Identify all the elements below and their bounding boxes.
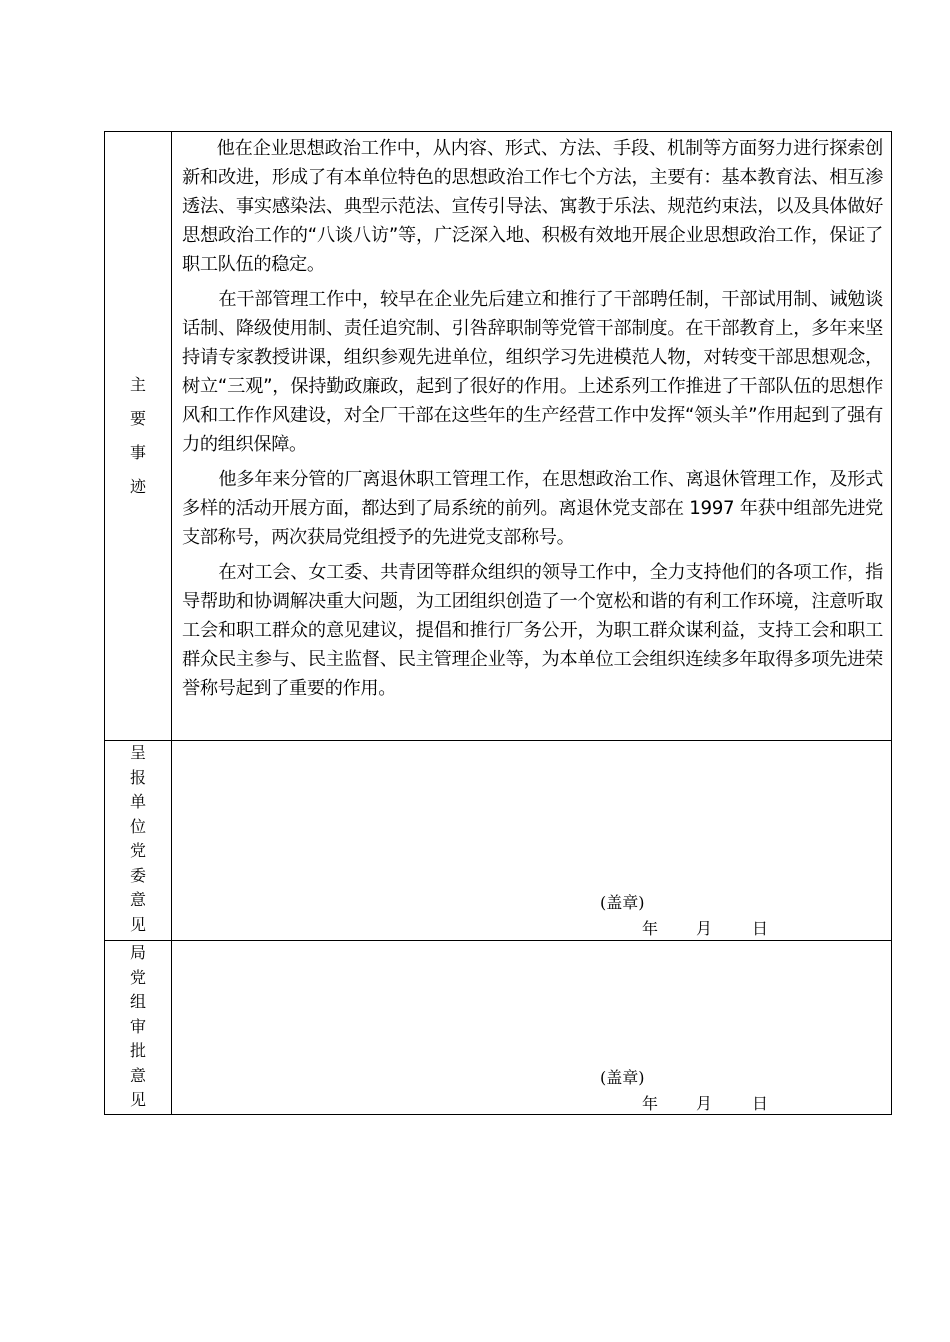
month-label: 月	[696, 919, 713, 938]
label-char: 见	[129, 914, 146, 934]
year-label: 年	[642, 1094, 659, 1113]
day-label: 日	[752, 1094, 769, 1113]
label-char: 见	[129, 1090, 146, 1109]
label-char: 事	[129, 443, 146, 462]
seal-label: (盖章)	[600, 1068, 645, 1087]
bureau-approval-opinion-label	[105, 941, 172, 1115]
year-label: 年	[642, 919, 659, 938]
bureau-approval-opinion-row	[105, 941, 892, 1115]
date-line	[642, 1094, 768, 1114]
date-line	[642, 919, 768, 939]
label-char: 意	[129, 890, 146, 909]
party-committee-opinion-row	[105, 741, 892, 941]
deeds-paragraph-ideological-work: 他在企业思想政治工作中，从内容、形式、方法、手段、机制等方面努力进行探索创新和改进，形成了有本单位特色的思想政治工作七个方法，主要有：基本教育法、相互渗透法、事实感染法、典型示范法、宣传引导法、寓教于乐法、规范约束法，以及具体做好思想政治工作的“八谈八访”等，广泛深入地、积极有效地开展企业思想政治工作，保证了职工队伍的稳定。	[182, 138, 883, 275]
label-char: 主	[129, 375, 146, 394]
label-char: 要	[129, 409, 146, 428]
label-char: 党	[129, 841, 146, 860]
deeds-paragraph-mass-organizations: 在对工会、女工委、共青团等群众组织的领导工作中，全力支持他们的各项工作，指导帮助和协调解决重大问题，为工团组织创造了一个宽松和谐的有利工作环境，注意听取工会和职工群众的意见建议，提倡和推行厂务公开，为职工群众谋利益，支持工会和职工群众民主参与、民主监督、民主管理企业等，为本单位工会组织连续多年取得多项先进荣誉称号起到了重要的作用。	[182, 562, 883, 699]
main-deeds-label	[105, 132, 172, 741]
label-char: 组	[129, 992, 146, 1011]
label-char: 单	[129, 792, 146, 811]
main-deeds-content	[172, 132, 892, 741]
day-label: 日	[752, 919, 769, 938]
label-char: 局	[129, 943, 146, 962]
award-form-table	[104, 131, 892, 1115]
bureau-approval-opinion-field[interactable]	[172, 941, 892, 1115]
label-char: 报	[129, 767, 146, 787]
main-deeds-row	[105, 132, 892, 741]
label-char: 审	[129, 1016, 146, 1036]
label-char: 党	[129, 967, 146, 987]
label-char: 委	[129, 865, 146, 885]
label-char: 批	[129, 1041, 146, 1060]
label-char: 位	[129, 816, 146, 836]
label-char: 呈	[129, 743, 146, 762]
deeds-paragraph-cadre-management: 在干部管理工作中，较早在企业先后建立和推行了干部聘任制，干部试用制、诫勉谈话制、降级使用制、责任追究制、引咎辞职制等党管干部制度。在干部教育上，多年来坚持请专家教授讲课，组织参观先进单位，组织学习先进模范人物，对转变干部思想观念，树立“三观”，保持勤政廉政，起到了很好的作用。上述系列工作推进了干部队伍的思想作风和工作作风建设，对全厂干部在这些年的生产经营工作中发挥“领头羊”作用起到了强有力的组织保障。	[182, 289, 883, 455]
party-committee-opinion-label	[105, 741, 172, 941]
party-committee-opinion-field[interactable]	[172, 741, 892, 941]
month-label: 月	[696, 1094, 713, 1113]
seal-label: (盖章)	[600, 893, 645, 912]
label-char: 意	[129, 1065, 146, 1085]
label-char: 迹	[129, 477, 146, 496]
deeds-paragraph-retirees: 他多年来分管的厂离退休职工管理工作，在思想政治工作、离退休管理工作，及形式多样的活动开展方面，都达到了局系统的前列。离退休党支部在 1997 年获中组部先进党支部称号，两次获局党组授予的先进党支部称号。	[182, 469, 883, 548]
